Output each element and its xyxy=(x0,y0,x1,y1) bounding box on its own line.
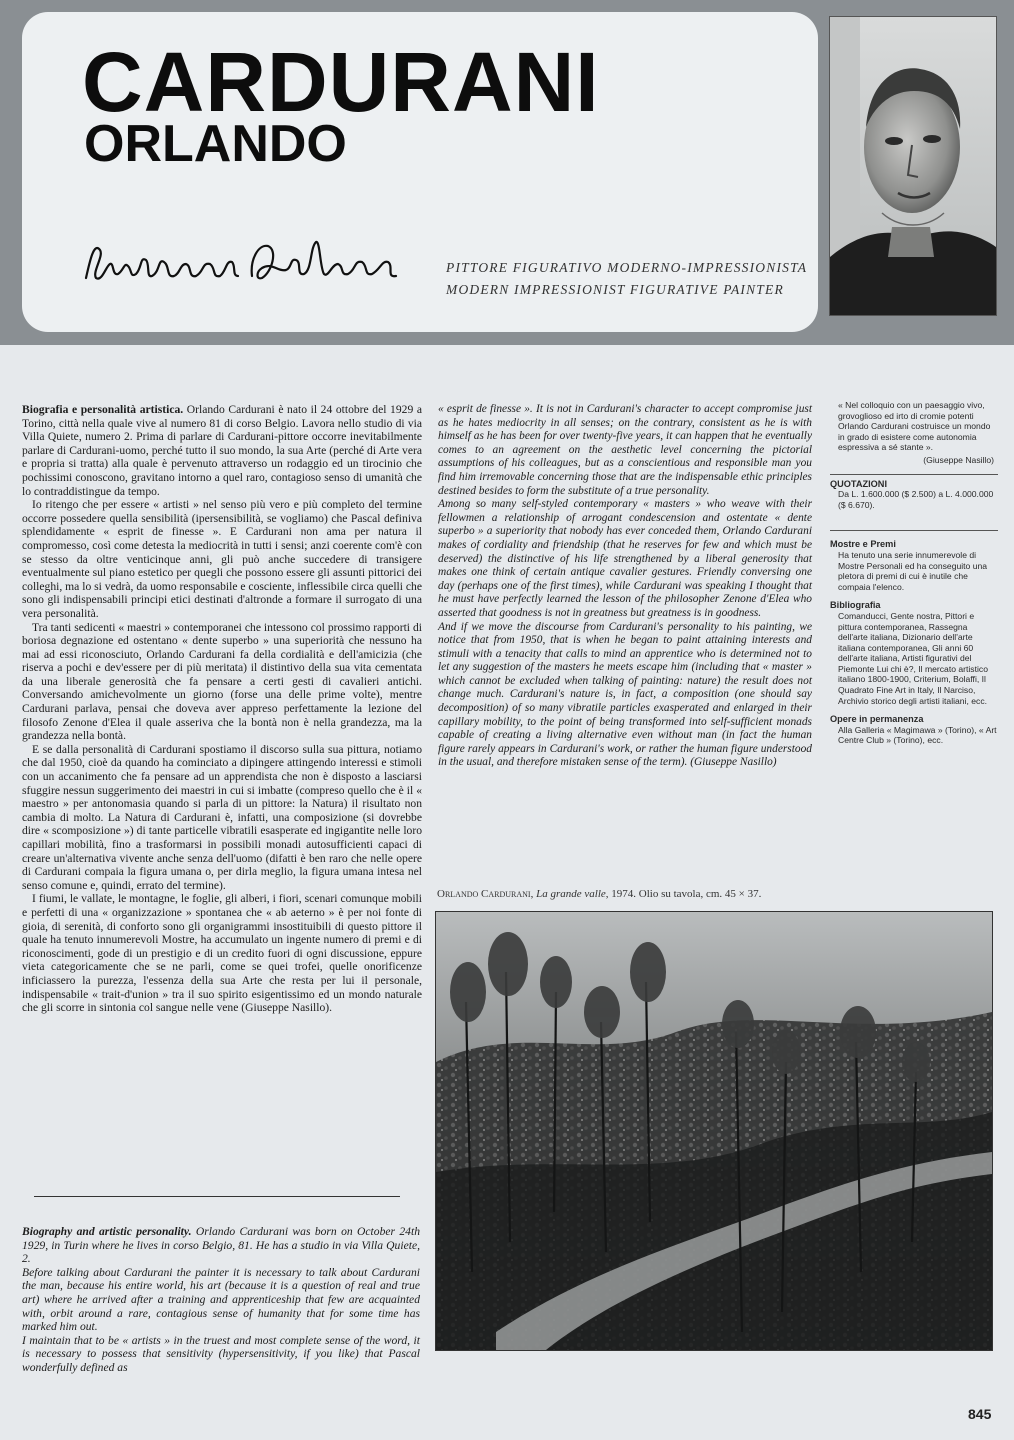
subtitle-english: MODERN IMPRESSIONIST FIGURATIVE PAINTER xyxy=(446,282,784,297)
permanent-works-heading: Opere in permanenza xyxy=(830,714,924,725)
artist-signature xyxy=(80,220,410,300)
bio-en-cont-paragraph: And if we move the discourse from Cardurani's personality to his painting, we notice that from 1950, that is when he began to paint attaining interests and stimuli with a tenacity that calls to mind an apprentice who is determined not to let any suggestion of the masters he meets escape him (including that « master » which cannot be excluded when talking of painting: nature) the result does not change much. Cardurani's nature is, in fact, a composition (one should say decomposition) of so many vibratile particles exasperated and enlarged in their capillary mobility, to the point of being transformed into self-sufficient monads capable of creating a living alternative even without man (in fact the human figure rarely appears in Cardurani's work, or rather the human figure understood in the usual, and therefore mistaken sense of the term). (Giuseppe Nasillo) xyxy=(438,620,812,769)
bibliography-text: Comanducci, Gente nostra, Pittori e pittura contemporanea, Rassegna dell'arte italiana, Dizionario dell'arte italiana contemporanea, Gli anni 60 dell'arte italiana, Artisti figurativi del Piemonte Lui chi è?, Il mercato artistico italiano 1800-1900, Criterium, Bolaffi, Il Quadrato Fine Art in Italy, Il Narciso, Archivio storico degli artisti italiani, ecc. xyxy=(838,610,988,706)
info-sidebar xyxy=(830,400,998,746)
exhibitions-text: Ha tenuto una serie innumerevole di Mostre Personali ed ha conseguito una pletora di premi di cui è inutile che compaia l'elenco. xyxy=(838,549,988,592)
caption-title: La grande valle xyxy=(536,888,606,900)
painting-illustration xyxy=(436,912,992,1350)
subtitle-italian: PITTORE FIGURATIVO MODERNO-IMPRESSIONISTA xyxy=(446,260,808,275)
biography-italian xyxy=(22,403,422,1015)
page-number: 845 xyxy=(968,1406,992,1422)
permanent-works-text: Alla Galleria « Magimawa » (Torino), « Art Centre Club » (Torino), ecc. xyxy=(838,724,997,746)
sidebar-rule xyxy=(830,474,998,475)
bio-en-paragraph: Before talking about Cardurani the painter it is necessary to talk about Cardurani the man, because his entire world, his art (because it is a question of real and true art) where he arrived after a training and apprenticeship that few are acquainted with, orbit around a rare, contagious sense of humanity that for some time has marked him out. xyxy=(22,1265,420,1334)
caption-artist: Orlando Cardurani xyxy=(437,888,531,900)
painting-caption: Orlando Cardurani, La grande valle, 1974. Olio su tavola, cm. 45 × 37. xyxy=(437,888,762,900)
bio-en-paragraph: Biography and artistic personality. Orlando Cardurani was born on October 24th 1929, in Turin where he lives in corso Belgio, 81. He has a studio in via Villa Quiete, 2. xyxy=(22,1225,420,1266)
biography-english-continued xyxy=(438,403,812,770)
sidebar-rule xyxy=(830,530,998,531)
bio-it-paragraph: E se dalla personalità di Cardurani spostiamo il discorso sulla sua pittura, notiamo che dal 1950, cioè da quando ha cominciato a dipingere attingendo interessi e stimoli con un accanimento che fa pensare ad un apprendista che non è disposto a lasciarsi sfuggire nessun suggerimento dei maestri in cui si imbatte (compreso quello che è il « maestro » per antonomasia quando si parla di un pittore: la Natura) il risultato non cambia di molto. La Natura di Cardurani è, infatti, una composizione (si dovrebbe dire « scomposizione ») di tante particelle vibratili esasperate ed ingigantite nelle loro capillari mobilità, fino a trasformarsi in possibili monadi autosufficienti capaci di creare un'alternativa vivente anche senza dell'uomo (difatti è ben raro che nelle opere di Cardurani compaia la figura umana o, per dirla meglio, la figura umana intesa nel senso comune e, quindi, errato del termine). xyxy=(22,742,422,892)
bibliography-heading: Bibliografia xyxy=(830,600,881,611)
title-card xyxy=(22,12,818,332)
exhibitions-heading: Mostre e Premi xyxy=(830,539,896,550)
caption-details: , 1974. Olio su tavola, cm. 45 × 37. xyxy=(605,888,762,900)
artist-surname: CARDURANI xyxy=(82,35,600,129)
quotations-text: Da L. 1.600.000 ($ 2.500) a L. 4.000.000 ($ 6.670). xyxy=(838,489,994,510)
bio-it-paragraph: Biografia e personalità artistica. Orlando Cardurani è nato il 24 ottobre del 1929 a Torino, città nella quale vive al numero 81 di corso Belgio. Lavora nello studio di via Villa Quiete, numero 2. Prima di parlare di Cardurani-pittore occorre inevitabilmente parlare di Cardurani-uomo, perché tutto il suo mondo, la sua Arte (perché di Arte vera e propria si tratta) alla quale è pervenuto attraverso un rodaggio ed un tirocinio che pochissimi conoscono, gravitano intorno a quel raro, contagioso senso di umanità che lo contraddistingue da tempo. xyxy=(22,403,422,498)
bio-en-cont-paragraph: « esprit de finesse ». It is not in Cardurani's character to accept compromise just as he hates mediocrity in all senses; on the contrary, consistent as he is with himself as he has been for over twenty-five years, it can happen that he eventually comes to an agreement on the aesthetic level concerning the pictorial assumptions of his colleagues, but as a conscientious and responsible man you find him irremovable concerning those that are the indispensable ethic principles destined besides to form the substitute of a true personality. xyxy=(438,403,812,497)
bio-en-paragraph: I maintain that to be « artists » in the truest and most complete sense of the word, it is necessary to possess that sensitivity (hypersensitivity, if you like) that Pascal wonderfully defined as xyxy=(22,1333,420,1374)
bio-en-cont-paragraph: Among so many self-styled contemporary « masters » who weave with their fellowmen a relationship of arrogant condescension and ostentate « dente superbo » a superiority that nobody has ever conceded them, Orlando Cardurani makes of cordiality and friendship (that he reserves for few and which must be deserved) the distinctive of his life strengthened by a liberal generosity that makes one think of certain antique cavalier gestures. Friendly conversing one day (perhaps one of the first times), while Cardurani was speaking I thought that he must have perfectly learned the lesson of the philosopher Zenone d'Elea who asserted that goodness is not in greatness but greatness is in goodness. xyxy=(438,498,812,619)
bio-it-paragraph: I fiumi, le vallate, le montagne, le foglie, gli alberi, i fiori, scenari comunque mobili e perfetti di una « organizzazione » spontanea che « ab aeterno » è per noi fonte di gioia, di serenità, di conforto sono gli organigrammi insostituibili di questo pittore il quale ha tenuto innumerevoli Mostre, ha accumulato un ingente numero di premi e di riconoscimenti, gode di un prestigio e di un credito fuori di ogni discussione, eppure vieta categoricamente che se ne parli, come se quei trofei, quelle onorificenze inficiassero la purezza, l'essenza della sua Arte che resta per lui il personale, indispensabile « trait-d'union » tra il suo spirito esigentissimo ed un mondo naturale che gli scorre in sintonia col sangue nelle vene (Giuseppe Nasillo). xyxy=(22,892,422,1015)
bio-en-lead: Biography and artistic personality. xyxy=(22,1225,192,1238)
bio-it-paragraph: Io ritengo che per essere « artisti » nel senso più vero e più completo del termine occorre possedere quella sensibilità (ipersensibilità, se vogliamo) che Pascal definiva splendidamente « esprit de finesse ». E Cardurani non ama per natura il compromesso, così come detesta la mediocrità in tutti i sensi; anzi coerente com'è con se stesso da oltre venticinque anni, gli può anche succedere di transigere eventualmente sul piano estetico per quegli che possono essere gli assunti pittorici dei colleghi, ma lo si vedrà, da uomo responsabile e cosciente, inflessibile circa quelli che sono gli indispensabili principi etici destinati d'altronde a formare il surrogato di una vera personalità. xyxy=(22,498,422,620)
painting-image xyxy=(435,911,993,1351)
portrait-illustration xyxy=(830,17,996,315)
biography-english xyxy=(22,1225,420,1375)
bio-it-lead: Biografia e personalità artistica. xyxy=(22,403,184,416)
artist-portrait-photo xyxy=(829,16,997,316)
quotations-heading: QUOTAZIONI xyxy=(830,478,887,489)
critic-quote: « Nel colloquio con un paesaggio vivo, grovoglioso ed irto di cromie potenti Orlando Cardurani costruisce un mondo in grado di esistere come autonomia espressiva a sé stante ». xyxy=(838,400,991,453)
bio-it-paragraph: Tra tanti sedicenti « maestri » contemporanei che intessono col prossimo rapporti di boriosa degnazione ed ostentano « dente superbo » una superiorità che nessuno ha mai ad essi riconosciuto, Orlando Cardurani fa della cordialità e dell'amicizia (che riserva a pochi e dev'essere per di più meritata) il distintivo della sua vita cementata da una liberale generosità che fa pensare a certi gesti di cavalieri antichi. Conversando amichevolmente un giorno (forse una delle prime volte), mentre Cardurani parlava, pensai che doveva aver appreso perfettamente la lezione del filosofo Zenone d'Elea il quale asseriva che la bontà non è nella grandezza, ma la grandezza nella bontà. xyxy=(22,620,422,743)
critic-quote-author: (Giuseppe Nasillo) xyxy=(923,454,994,465)
artist-firstname: ORLANDO xyxy=(84,115,347,173)
section-divider xyxy=(34,1196,400,1197)
